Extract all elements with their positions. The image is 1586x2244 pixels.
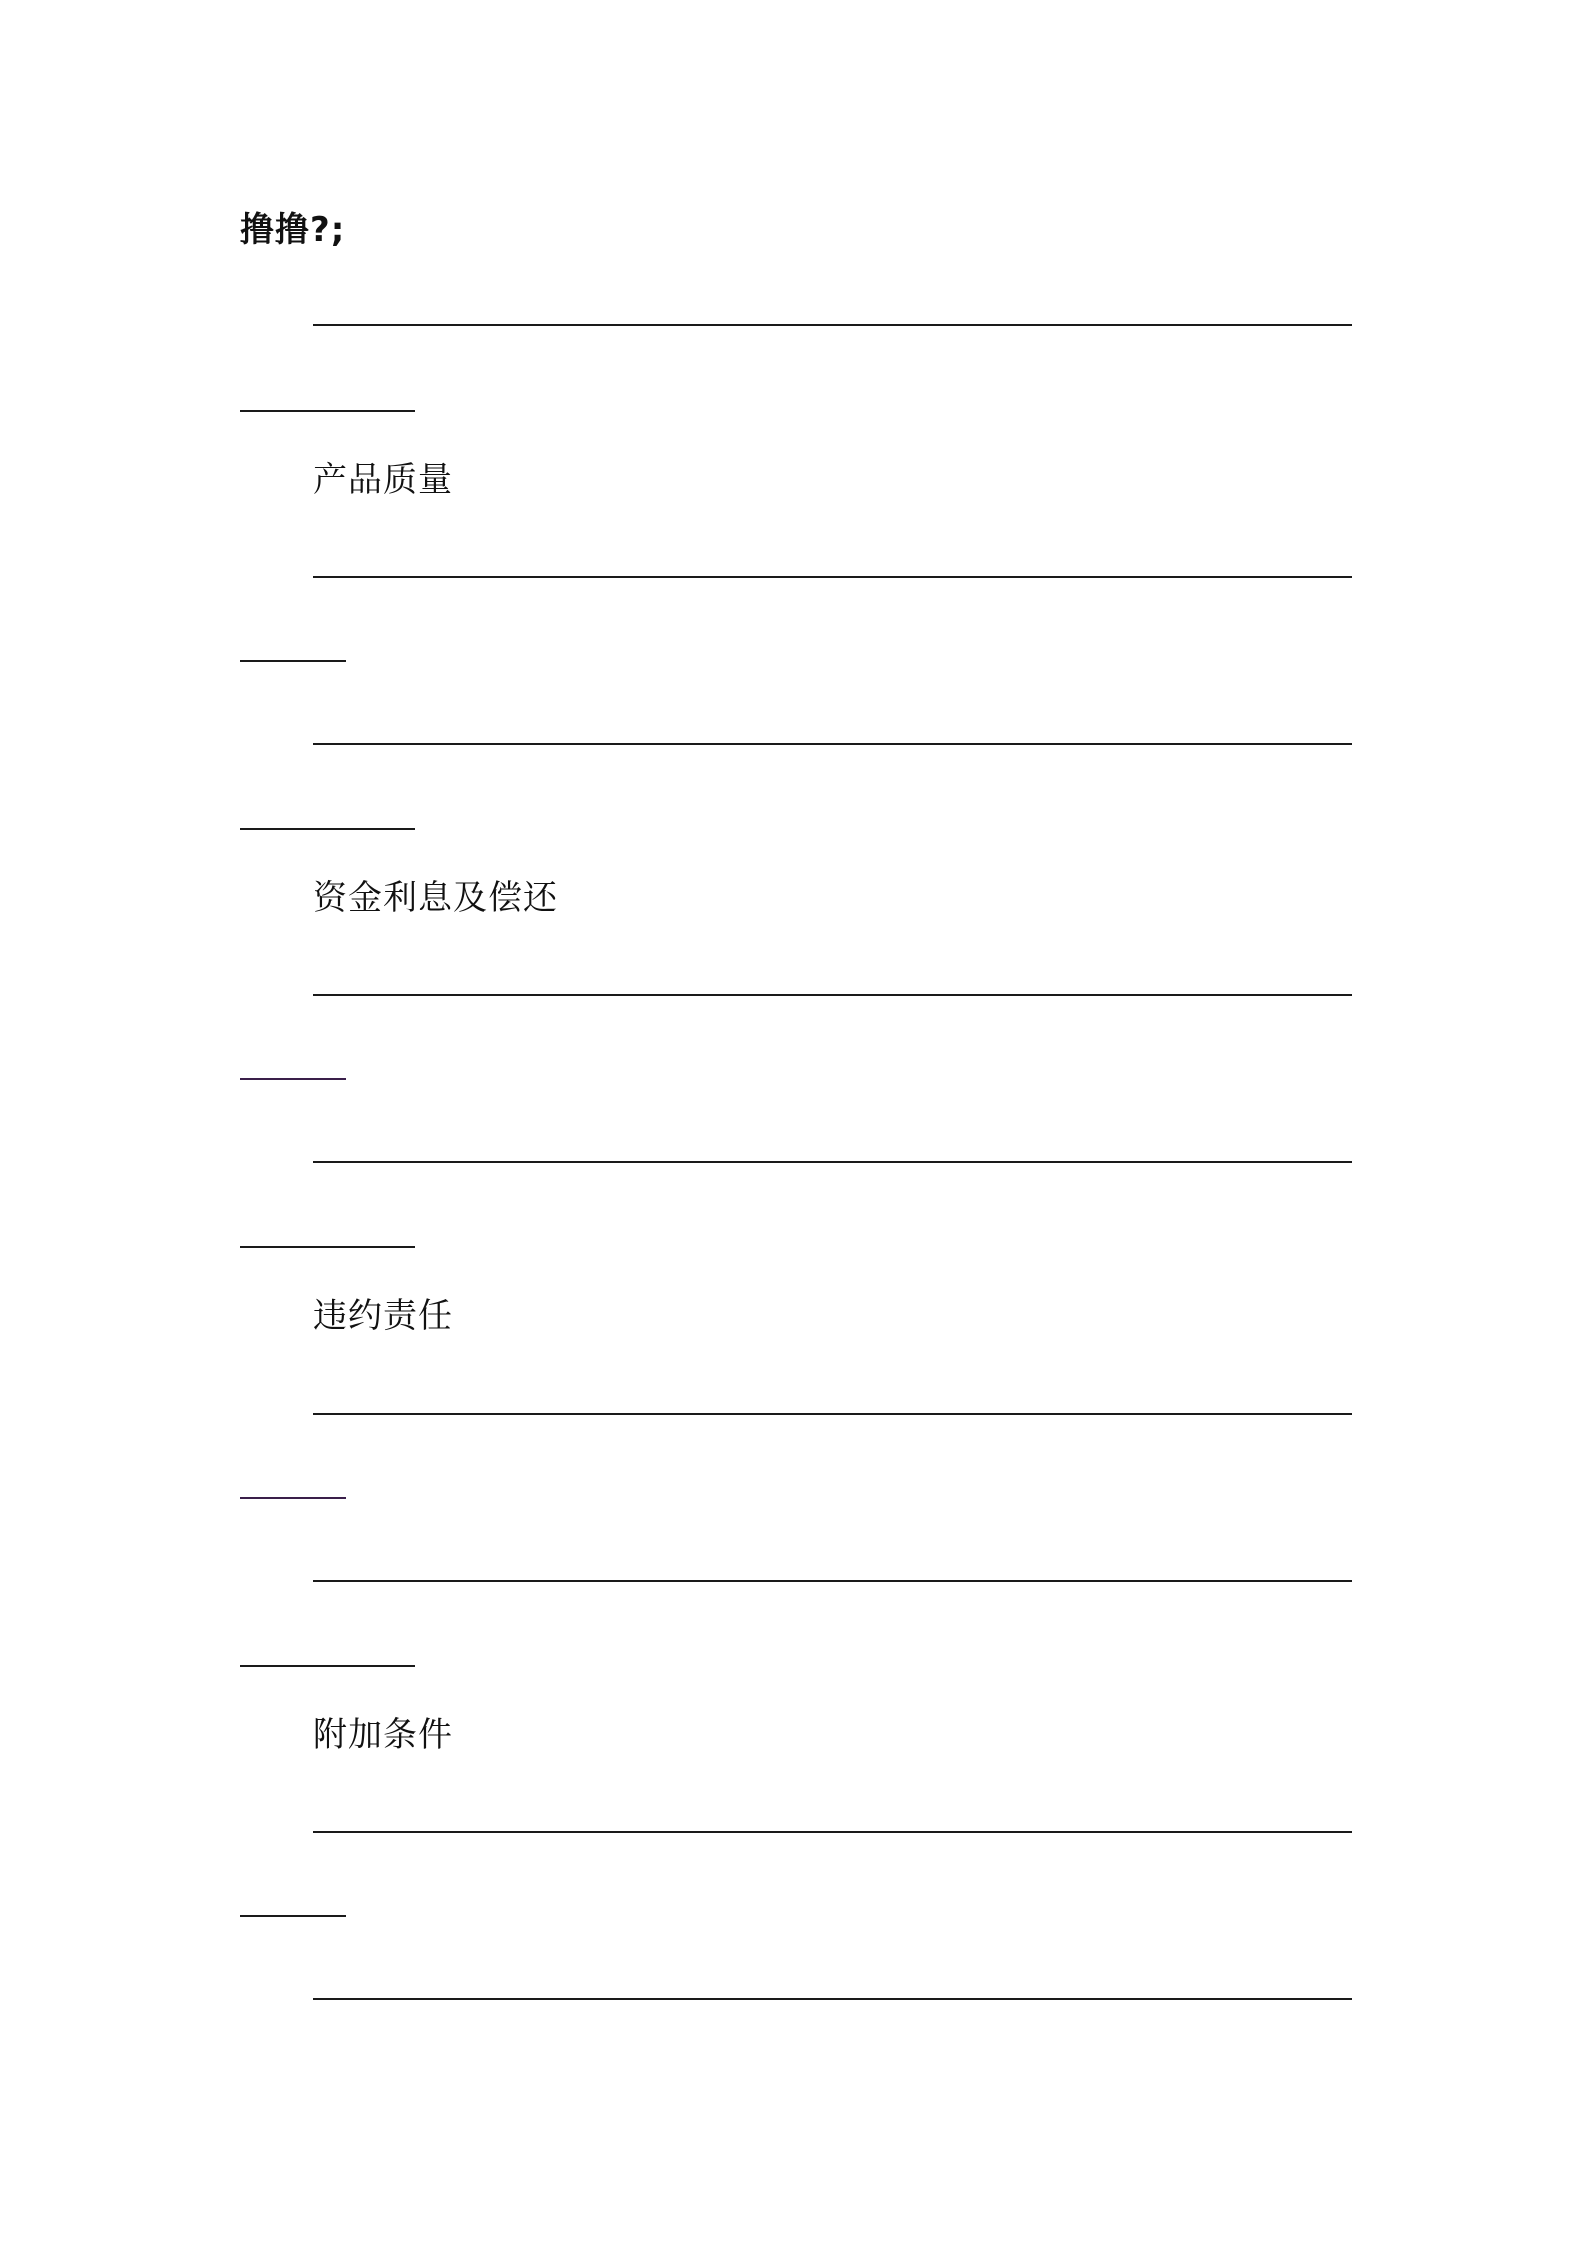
fill-in-line-continuation [240, 1246, 415, 1248]
fill-in-line-continuation [240, 1665, 415, 1667]
fill-in-line [313, 1413, 1352, 1415]
fill-in-line [313, 324, 1352, 326]
fill-in-line [313, 743, 1352, 745]
fill-in-line-continuation [240, 1915, 346, 1917]
fill-in-line-continuation [240, 828, 415, 830]
fill-in-line [313, 1580, 1352, 1582]
section-title-breach-liability: 违约责任 [313, 1296, 453, 1336]
fill-in-line-continuation [240, 1497, 346, 1499]
section-title-funds-interest-repayment: 资金利息及偿还 [313, 878, 558, 918]
top-fragment-text: 撸撸?; [240, 210, 346, 250]
fill-in-line [313, 1831, 1352, 1833]
fill-in-line-continuation [240, 410, 415, 412]
fill-in-line [313, 1161, 1352, 1163]
fill-in-line-continuation [240, 660, 346, 662]
section-title-additional-conditions: 附加条件 [313, 1715, 453, 1755]
section-title-product-quality: 产品质量 [313, 460, 453, 500]
fill-in-line [313, 576, 1352, 578]
fill-in-line [313, 1998, 1352, 2000]
fill-in-line [313, 994, 1352, 996]
fill-in-line-continuation [240, 1078, 346, 1080]
